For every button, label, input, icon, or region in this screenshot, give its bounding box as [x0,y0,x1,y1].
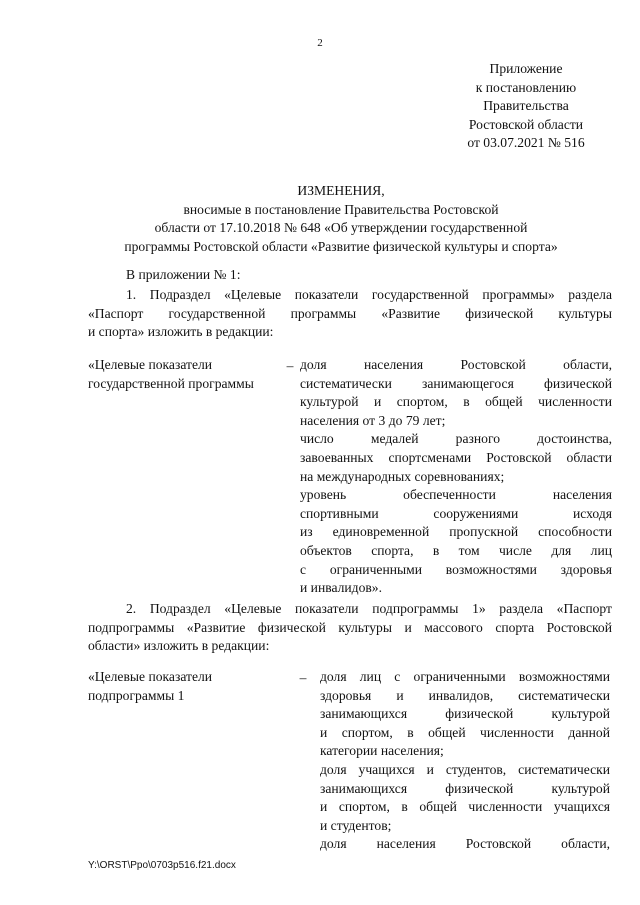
block-1-dash: – [286,358,294,373]
block-1-line: и инвалидов». [300,580,383,596]
block-1-line: число медалей разного достоинства, [300,431,612,447]
block-1-line: систематически занимающегося физической [300,375,612,391]
block-1-label-line: «Целевые показатели [88,357,213,372]
file-path-footer: Y:\ORST\Ppo\0703p516.f21.docx [88,860,236,871]
block-1-line: на международных соревнованиях; [300,468,505,484]
title-line: вносимые в постановление Правительства Ростовской [183,201,499,217]
block-1-label [88,356,278,393]
item-2-line: 2. Подраздел «Целевые показатели подпрограммы 1» раздела «Паспорт [126,601,612,616]
block-1-line: из единовременной пропускной способности [300,524,612,540]
block-2-line: и спортом, в общей численности данной [320,724,610,740]
block-2-line: категории населения; [320,743,444,759]
block-2-line: доля учащихся и студентов, систематически [320,761,610,777]
item-2-line: подпрограммы «Развитие физической культуры и массового спорта Ростовской [88,619,612,635]
page-number: 2 [317,37,323,49]
block-2-line: доля лиц с ограниченными возможностями [320,669,610,684]
block-2-line: занимающихся физической культурой [320,780,610,796]
appendix-header [440,60,612,153]
block-1-line: культурой и спортом, в общей численности [300,394,612,410]
block-2-label-line: подпрограммы 1 [88,687,185,703]
title-line: области от 17.10.2018 № 648 «Об утверждении государственной [154,220,528,236]
block-1-line: объектов спорта, в том числе для лиц [300,542,612,558]
title-heading: ИЗМЕНЕНИЯ, [297,183,385,198]
document-title [80,182,602,256]
block-2-line: и спортом, в общей численности учащихся [320,799,610,815]
item-1-line: 1. Подраздел «Целевые показатели государственной программы» раздела [126,287,612,302]
block-2-label-line: «Целевые показатели [88,669,213,684]
block-1-line: с ограниченными возможностями здоровья [300,561,612,577]
appendix-line: Правительства [483,98,569,114]
block-1-line: доля населения Ростовской области, [300,357,612,372]
item-2-line: области» изложить в редакции: [88,638,270,654]
item-1-paragraph [88,286,612,342]
block-1-label-line: государственной программы [88,375,254,391]
appendix-line: к постановлению [475,79,577,95]
appendix-line: Приложение [489,61,563,76]
block-2-line: и студентов; [320,817,392,833]
block-2-dash: – [299,670,307,685]
block-1-line: населения от 3 до 79 лет; [300,412,446,428]
intro-line: В приложении № 1: [126,267,241,282]
intro-paragraph [88,266,612,285]
block-2-line: занимающихся физической культурой [320,706,610,722]
block-1-line: уровень обеспеченности населения [300,487,612,503]
title-line: программы Ростовской области «Развитие физической культуры и спорта» [124,238,558,254]
item-1-line: «Паспорт государственной программы «Развитие физической культуры [88,305,612,321]
appendix-line: Ростовской области [468,116,584,132]
item-2-paragraph [88,600,612,656]
block-1-body [300,356,612,598]
block-2-line: здоровья и инвалидов, систематически [320,687,610,703]
block-1-line: спортивными сооружениями исходя [300,505,612,521]
block-1-line: завоеванных спортсменами Ростовской области [300,449,612,465]
block-2-label [88,668,278,705]
block-2-line: доля населения Ростовской области, [320,836,610,852]
block-2-body [320,668,610,854]
item-1-line: и спорта» изложить в редакции: [88,324,274,340]
appendix-line: от 03.07.2021 № 516 [467,135,585,151]
